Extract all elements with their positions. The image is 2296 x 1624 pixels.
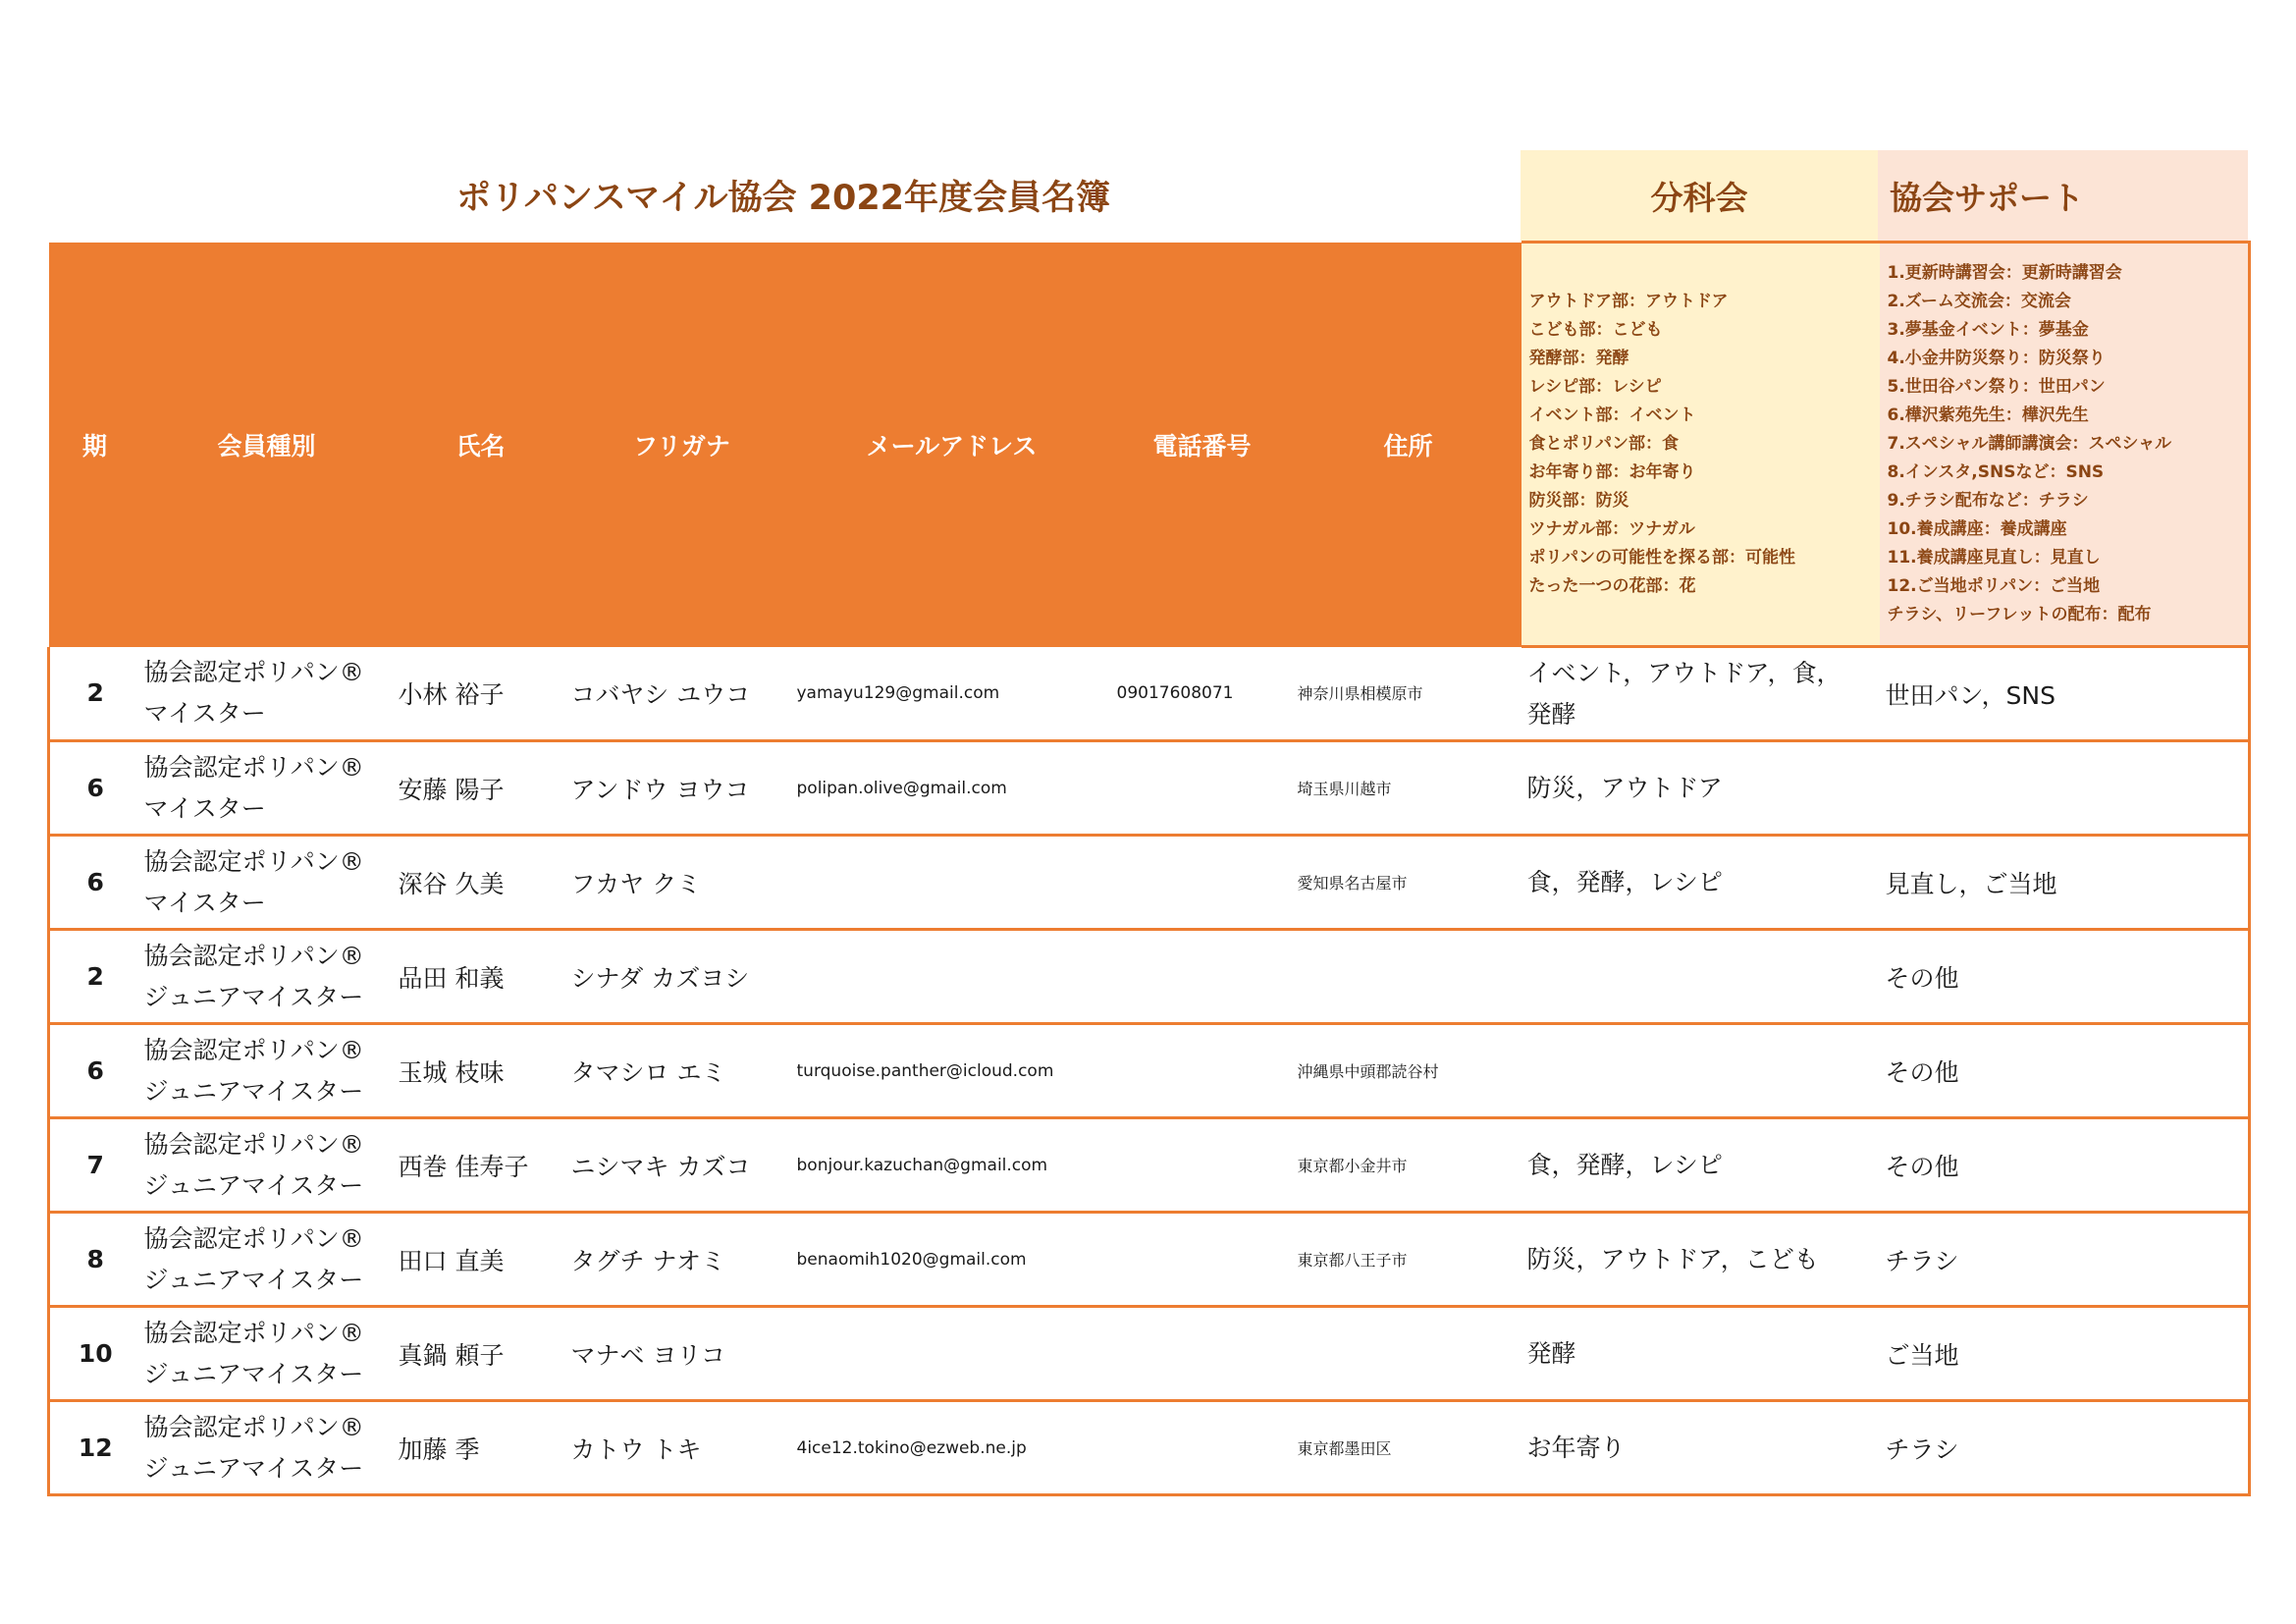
cell-term: 7 [49,1118,141,1213]
cell-email: benaomih1020@gmail.com [795,1213,1109,1307]
cell-support: その他 [1880,1118,2250,1213]
cell-bunkakai [1522,1401,1880,1495]
type-line: 協会認定ポリパン® [143,1318,364,1347]
cell-bunkakai [1522,647,1880,741]
table-row [49,930,2250,1024]
type-line: マイスター [143,698,266,728]
legend-item: 8.インスタ,SNSなど：SNS [1887,462,2105,482]
type-line: 協会認定ポリパン® [143,1129,364,1159]
bunka-line: 防災，アウトドア [1526,773,1723,802]
table-row [49,1118,2250,1213]
type-line: ジュニアマイスター [143,1265,364,1294]
cell-type [141,1118,393,1213]
type-line: ジュニアマイスター [143,1170,364,1200]
col-header-term: 期 [49,243,141,647]
col-header-name: 氏名 [393,243,569,647]
cell-name: 玉城 枝味 [393,1024,569,1118]
cell-bunkakai [1522,836,1880,930]
type-line: 協会認定ポリパン® [143,1035,364,1064]
support-header: 協会サポート [1878,150,2248,241]
cell-term: 12 [49,1401,141,1495]
bunka-line: 発酵 [1526,1338,1576,1368]
cell-address [1296,930,1522,1024]
cell-kana: マナベ ヨリコ [569,1307,795,1401]
col-header-phone: 電話番号 [1109,243,1296,647]
type-line: ジュニアマイスター [143,1359,364,1388]
type-line: 協会認定ポリパン® [143,1412,364,1441]
cell-type [141,1213,393,1307]
cell-bunkakai [1522,1213,1880,1307]
cell-kana: カトウ トキ [569,1401,795,1495]
legend-item: 11.養成講座見直し：見直し [1887,548,2101,568]
cell-term: 6 [49,741,141,836]
legend-item: アウトドア部：アウトドア [1528,292,1729,311]
cell-support: チラシ [1880,1401,2250,1495]
type-line: 協会認定ポリパン® [143,657,364,686]
cell-address: 東京都小金井市 [1296,1118,1522,1213]
cell-kana: コバヤシ ユウコ [569,647,795,741]
legend-item: 3.夢基金イベント：夢基金 [1887,320,2089,340]
type-line: マイスター [143,888,266,917]
legend-item: ポリパンの可能性を探る部：可能性 [1528,548,1795,568]
cell-type [141,741,393,836]
cell-name: 深谷 久美 [393,836,569,930]
cell-email: yamayu129@gmail.com [795,647,1109,741]
cell-name: 西巻 佳寿子 [393,1118,569,1213]
cell-support: ご当地 [1880,1307,2250,1401]
cell-term: 6 [49,1024,141,1118]
cell-type [141,647,393,741]
cell-name: 田口 直美 [393,1213,569,1307]
cell-email: polipan.olive@gmail.com [795,741,1109,836]
type-line: ジュニアマイスター [143,1076,364,1106]
type-line: マイスター [143,793,266,823]
cell-phone [1109,741,1296,836]
table-row [49,741,2250,836]
legend-item: 9.チラシ配布など：チラシ [1887,491,2089,511]
cell-name: 小林 裕子 [393,647,569,741]
cell-kana: アンドウ ヨウコ [569,741,795,836]
bunka-line: 食，発酵，レシピ [1526,867,1723,896]
legend-item: 防災部：防災 [1528,491,1629,511]
col-header-kana: フリガナ [569,243,795,647]
cell-phone: 09017608071 [1109,647,1296,741]
bunka-line: 食，発酵，レシピ [1526,1150,1723,1179]
cell-email [795,836,1109,930]
cell-support [1880,741,2250,836]
legend-item: お年寄り部：お年寄り [1528,462,1696,482]
cell-address: 東京都八王子市 [1296,1213,1522,1307]
table-header-row [49,243,2250,647]
cell-kana: タマシロ エミ [569,1024,795,1118]
legend-item: チラシ、リーフレットの配布：配布 [1887,605,2152,624]
cell-kana: ニシマキ カズコ [569,1118,795,1213]
legend-item: イベント部：イベント [1528,406,1696,425]
cell-support: 見直し，ご当地 [1880,836,2250,930]
col-header-email: メールアドレス [795,243,1109,647]
col-header-type: 会員種別 [141,243,393,647]
cell-bunkakai [1522,1024,1880,1118]
cell-type [141,930,393,1024]
bunkakai-legend [1522,243,1880,647]
bunka-line: 発酵 [1526,699,1576,729]
cell-support: その他 [1880,930,2250,1024]
bunka-line: お年寄り [1526,1433,1626,1462]
cell-email [795,930,1109,1024]
legend-item: 5.世田谷パン祭り：世田パン [1887,377,2106,397]
table-row [49,1401,2250,1495]
legend-item: 1.更新時講習会：更新時講習会 [1887,263,2122,283]
table-row [49,647,2250,741]
cell-bunkakai [1522,741,1880,836]
cell-support: チラシ [1880,1213,2250,1307]
cell-type [141,1307,393,1401]
type-line: 協会認定ポリパン® [143,846,364,876]
cell-address [1296,1307,1522,1401]
legend-item: たった一つの花部：花 [1528,576,1696,596]
cell-phone [1109,1024,1296,1118]
legend-item: 4.小金井防災祭り：防災祭り [1887,349,2106,368]
member-table [47,241,2251,1496]
cell-email: 4ice12.tokino@ezweb.ne.jp [795,1401,1109,1495]
cell-support: その他 [1880,1024,2250,1118]
support-legend [1880,243,2250,647]
bunka-line: 防災，アウトドア，こども [1526,1244,1819,1273]
cell-type [141,836,393,930]
legend-item: 6.樺沢紫苑先生：樺沢先生 [1887,406,2089,425]
cell-email: turquoise.panther@icloud.com [795,1024,1109,1118]
cell-address: 沖縄県中頭郡読谷村 [1296,1024,1522,1118]
cell-name: 加藤 季 [393,1401,569,1495]
cell-term: 6 [49,836,141,930]
cell-address: 埼玉県川越市 [1296,741,1522,836]
cell-phone [1109,1118,1296,1213]
legend-item: 2.ズーム交流会：交流会 [1887,292,2071,311]
cell-address: 東京都墨田区 [1296,1401,1522,1495]
cell-type [141,1024,393,1118]
table-row [49,1024,2250,1118]
legend-item: 食とポリパン部：食 [1528,434,1679,454]
cell-email [795,1307,1109,1401]
page-title: ポリパンスマイル協会 2022年度会員名簿 [455,179,1111,218]
legend-item: こども部：こども [1528,320,1663,340]
type-line: ジュニアマイスター [143,1453,364,1483]
cell-kana: フカヤ クミ [569,836,795,930]
cell-address: 愛知県名古屋市 [1296,836,1522,930]
cell-phone [1109,930,1296,1024]
legend-item: 12.ご当地ポリパン：ご当地 [1887,576,2101,596]
cell-email: bonjour.kazuchan@gmail.com [795,1118,1109,1213]
cell-term: 2 [49,930,141,1024]
type-line: 協会認定ポリパン® [143,941,364,970]
table-row [49,836,2250,930]
cell-address: 神奈川県相模原市 [1296,647,1522,741]
cell-bunkakai [1522,930,1880,1024]
table-row [49,1307,2250,1401]
col-header-address: 住所 [1296,243,1522,647]
cell-name: 真鍋 頼子 [393,1307,569,1401]
legend-item: レシピ部：レシピ [1528,377,1662,397]
cell-name: 品田 和義 [393,930,569,1024]
cell-phone [1109,836,1296,930]
cell-bunkakai [1522,1307,1880,1401]
cell-kana: シナダ カズヨシ [569,930,795,1024]
cell-term: 2 [49,647,141,741]
legend-item: 7.スペシャル講師講演会：スペシャル [1887,434,2172,454]
cell-kana: タグチ ナオミ [569,1213,795,1307]
legend-item: ツナガル部：ツナガル [1528,519,1695,539]
type-line: 協会認定ポリパン® [143,1223,364,1253]
legend-item: 発酵部：発酵 [1528,349,1629,368]
cell-name: 安藤 陽子 [393,741,569,836]
legend-item: 10.養成講座：養成講座 [1887,519,2067,539]
cell-phone [1109,1401,1296,1495]
bunka-line: イベント，アウトドア，食， [1526,658,1842,687]
cell-support: 世田パン，SNS [1880,647,2250,741]
bunkakai-header: 分科会 [1521,150,1878,241]
type-line: ジュニアマイスター [143,982,364,1011]
cell-phone [1109,1307,1296,1401]
cell-phone [1109,1213,1296,1307]
cell-type [141,1401,393,1495]
cell-term: 8 [49,1213,141,1307]
type-line: 協会認定ポリパン® [143,752,364,782]
cell-term: 10 [49,1307,141,1401]
cell-bunkakai [1522,1118,1880,1213]
table-row [49,1213,2250,1307]
